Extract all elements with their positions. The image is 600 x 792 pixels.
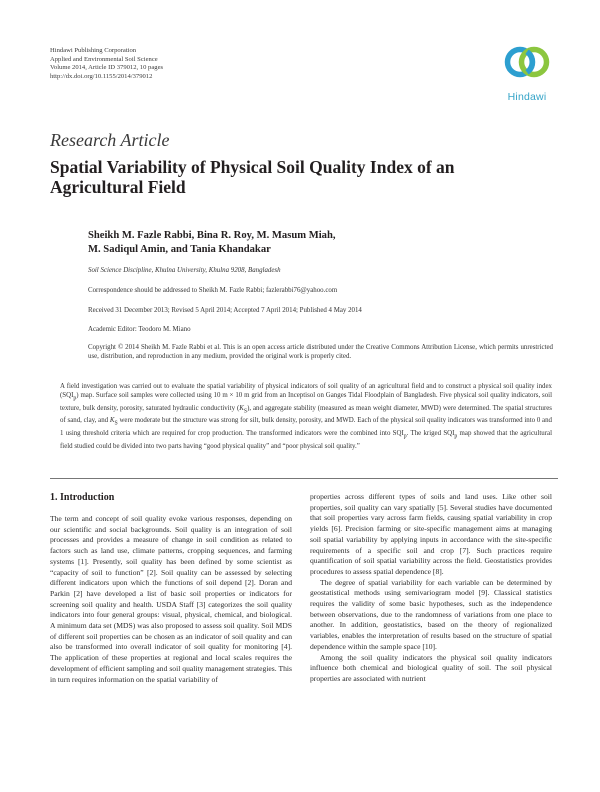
abstract-text-4: were moderate but the structure was strong for silt, bulk density, porosity, and MWD. Each of the physical soil quality indicators was transformed into 0 and 1 using threshold criteria which are required for crop production. The transformed indicators were the combined into SQI (60, 417, 552, 437)
publication-info (50, 47, 163, 81)
correspondence: Correspondence should be addressed to Sheikh M. Fazle Rabbi; fazlerabbi76@yahoo.com (88, 287, 338, 294)
introduction-paragraph-1: The term and concept of soil quality evoke various responses, depending on our scientific and social backgrounds. Soil quality is an integration of soil processes and provides a measure of change in soil condition as related to factors such as land use, climate patterns, cropping sequences, and farming systems [1]. Presently, soil quality has been defined by some scientist as “capacity of soil to function” [2]. Soil quality can be assessed by selecting different indicators upon which the functions of soil depend [2]. Doran and Parkin [2] have developed a list of basic soil properties or indicators for screening soil quality and health. USDA Staff [3] categorizes the soil quality indicators into four general groups: visual, physical, chemical, and biological. A minimum data set (MDS) was also proposed to assess soil quality. Soil MDS of different soil properties can be chosen as an indicator of soil quality and can also be transformed into overall indicator of soil quality for monitoring [4]. The application of these properties at regional and local scales requires the development of efficient sampling and soil quality management strategies. This in turn requires information on the spatial variability of (50, 514, 292, 684)
abstract (60, 382, 552, 451)
abstract-text-2: ) map. Surface soil samples were collected using 10 m × 10 m grid from an Inceptisol on Ganges Tidal Floodplain of Bangladesh. Five physical soil quality indicators, soil texture, bulk density, porosity, saturated hydraulic conductivity ( (60, 392, 552, 412)
volume-info: Volume 2014, Article ID 379012, 10 pages (50, 64, 164, 72)
abstract-text-5: . The kriged SQI (406, 429, 455, 437)
copyright-notice: Copyright © 2014 Sheikh M. Fazle Rabbi et al. This is an open access article distributed under the Creative Commons Attribution License, which permits unrestricted use, distribution, and reproduction in any medium, provided the original work is properly cited. (88, 344, 553, 361)
introduction-heading: 1. Introduction (50, 492, 115, 503)
abstract-ks-subscript-2: S (114, 420, 118, 427)
section-divider (50, 478, 558, 479)
publication-dates: Received 31 December 2013; Revised 5 April 2014; Accepted 7 April 2014; Published 4 May 2014 (88, 307, 362, 314)
affiliation: Soil Science Discipline, Khulna University, Khulna 9208, Bangladesh (88, 267, 281, 274)
hindawi-logo-icon (501, 38, 553, 90)
hindawi-logo-text: Hindawi (507, 91, 547, 103)
academic-editor: Academic Editor: Teodoro M. Miano (88, 326, 191, 333)
abstract-ks-symbol-2: K (109, 417, 115, 425)
authors-line-1: Sheikh M. Fazle Rabbi, Bina R. Roy, M. Masum Miah, (88, 230, 336, 241)
doi-link[interactable]: http://dx.doi.org/10.1155/2014/379012 (50, 72, 153, 80)
hindawi-logo (496, 38, 558, 108)
right-column (310, 492, 552, 685)
abstract-ks-subscript-1: S (243, 408, 248, 415)
authors-line-2: M. Sadiqul Amin, and Tania Khandakar (88, 244, 271, 255)
introduction-paragraph-2: The degree of spatial variability for each variable can be determined by geostatistical methods using semivariogram model [9]. Classical statistics requires the validity of some basic hypotheses, such as the independence between observations, due to the randomness of variations from one place to another. In addition, geostatistics, based on the theory of regionalized variables, enables the interpretation of results based on the structure of spatial dependence within the sample space [10]. (310, 577, 552, 651)
article-title: Spatial Variability of Physical Soil Quality Index of an Agricultural Field (50, 157, 455, 197)
abstract-subscript-3: p (454, 433, 458, 440)
abstract-subscript-1: p (73, 395, 77, 402)
publisher-name: Hindawi Publishing Corporation (50, 47, 137, 54)
introduction-paragraph-1-continued: properties across different types of soils and land uses. Like other soil properties, soil quality can vary spatially [5]. Several studies have documented that soil properties vary across farm fields, causing spatial variability in crop yields [6]. Precision farming or site-specific management aims at managing soil spatial variability by applying inputs in accordance with the site-specific requirements of a specific soil and crop [7]. Such practices require quantification of soil spatial variability across the field. Geostatistics provides procedures to assess spatial dependence [8]. (310, 492, 552, 576)
journal-name: Applied and Environmental Soil Science (50, 55, 158, 63)
abstract-subscript-2: p (403, 433, 407, 440)
abstract-text-3: ), and aggregate stability (measured as mean weight diameter, MWD) were determined. The spatial structures of sand, clay, and (60, 404, 552, 425)
author-list (88, 229, 488, 257)
left-column (50, 492, 292, 685)
article-type: Research Article (50, 130, 170, 150)
abstract-ks-symbol-1: K (239, 404, 244, 412)
abstract-text-6: map showed that the agricultural field studied could be divided into two parts having “good physical quality” and “poor physical soil quality.” (60, 429, 552, 450)
abstract-text-1: A field investigation was carried out to evaluate the spatial variability of physical indicators of soil quality of an agricultural field and to construct a physical soil quality index (SQI (60, 383, 552, 400)
introduction-paragraph-3: Among the soil quality indicators the physical soil quality indicators influence both chemical and biological quality of soil. The soil physical properties are associated with nutrient (310, 652, 552, 683)
